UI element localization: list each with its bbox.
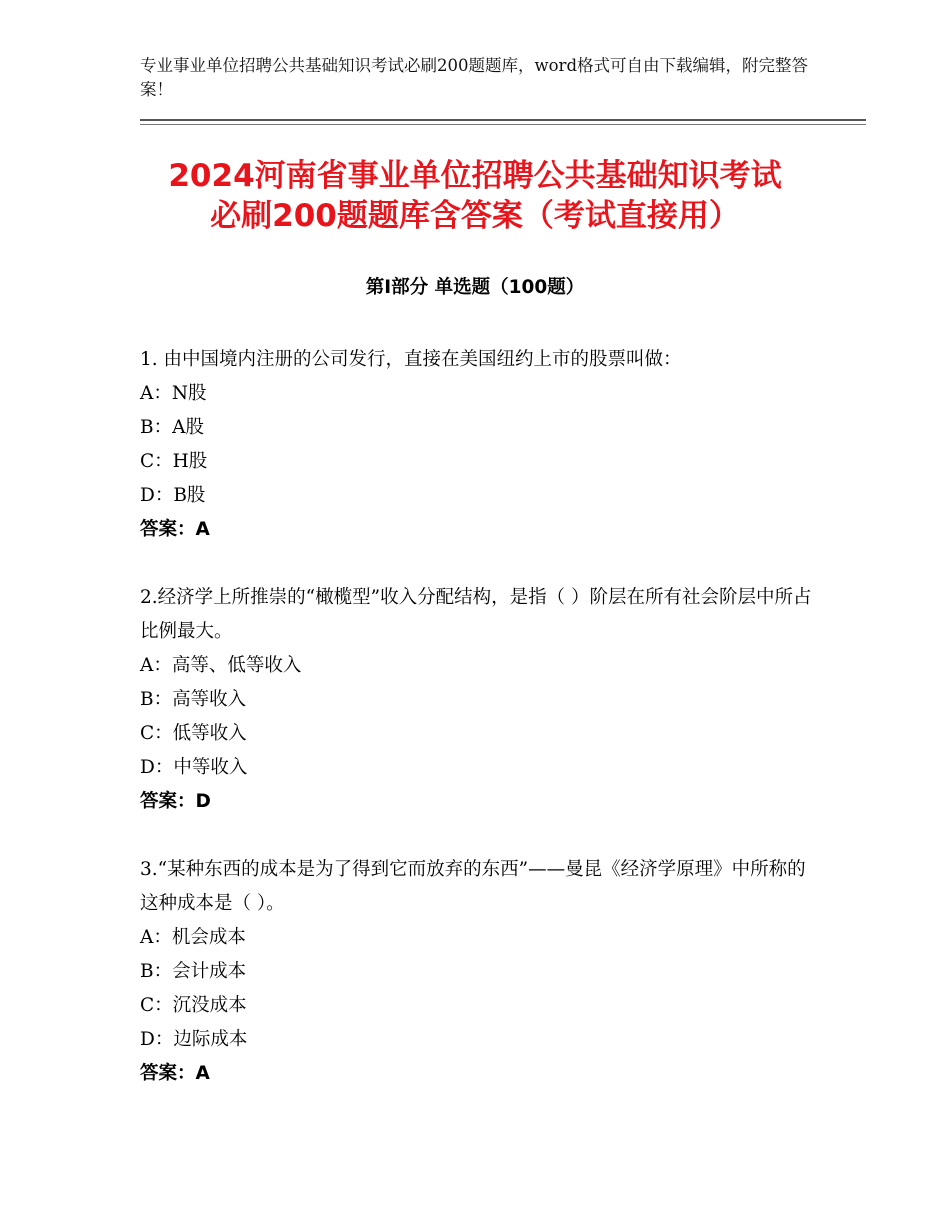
option-d: D：中等收入: [140, 757, 248, 778]
header-rule-thin: [140, 124, 866, 125]
question-text: 1. 由中国境内注册的公司发行，直接在美国纽约上市的股票叫做：: [140, 349, 682, 370]
option-c: C：低等收入: [140, 723, 247, 744]
header-note: 专业事业单位招聘公共基础知识考试必刷200题题库，word格式可自由下载编辑，附完整答案！: [140, 56, 809, 99]
option-d: D：边际成本: [140, 1029, 248, 1050]
answer: 答案：A: [140, 1063, 210, 1084]
option-a: A：高等、低等收入: [140, 655, 302, 676]
question-3: [140, 853, 820, 1091]
question-list: [140, 343, 820, 1125]
question-text: 2.经济学上所推崇的“橄榄型”收入分配结构，是指（ ）阶层在所有社会阶层中所占比例最大。: [140, 587, 812, 642]
document-title: [100, 156, 850, 236]
title-line-1: 2024河南省事业单位招聘公共基础知识考试: [168, 158, 782, 194]
option-b: B：A股: [140, 417, 204, 438]
option-b: B：高等收入: [140, 689, 247, 710]
answer: 答案：D: [140, 791, 211, 812]
question-1: [140, 343, 820, 547]
option-c: C：沉没成本: [140, 995, 247, 1016]
option-b: B：会计成本: [140, 961, 247, 982]
title-line-2: 必刷200题题库含答案（考试直接用）: [210, 198, 740, 234]
option-a: A：N股: [140, 383, 207, 404]
answer: 答案：A: [140, 519, 210, 540]
question-text: 3.“某种东西的成本是为了得到它而放弃的东西”——曼昆《经济学原理》中所称的这种成本是（ ）。: [140, 859, 806, 914]
section-heading: 第Ⅰ部分 单选题（100题）: [365, 277, 585, 298]
option-a: A：机会成本: [140, 927, 246, 948]
option-c: C：H股: [140, 451, 208, 472]
header-rule-thick: [140, 119, 866, 121]
question-2: [140, 581, 820, 819]
option-d: D：B股: [140, 485, 206, 506]
